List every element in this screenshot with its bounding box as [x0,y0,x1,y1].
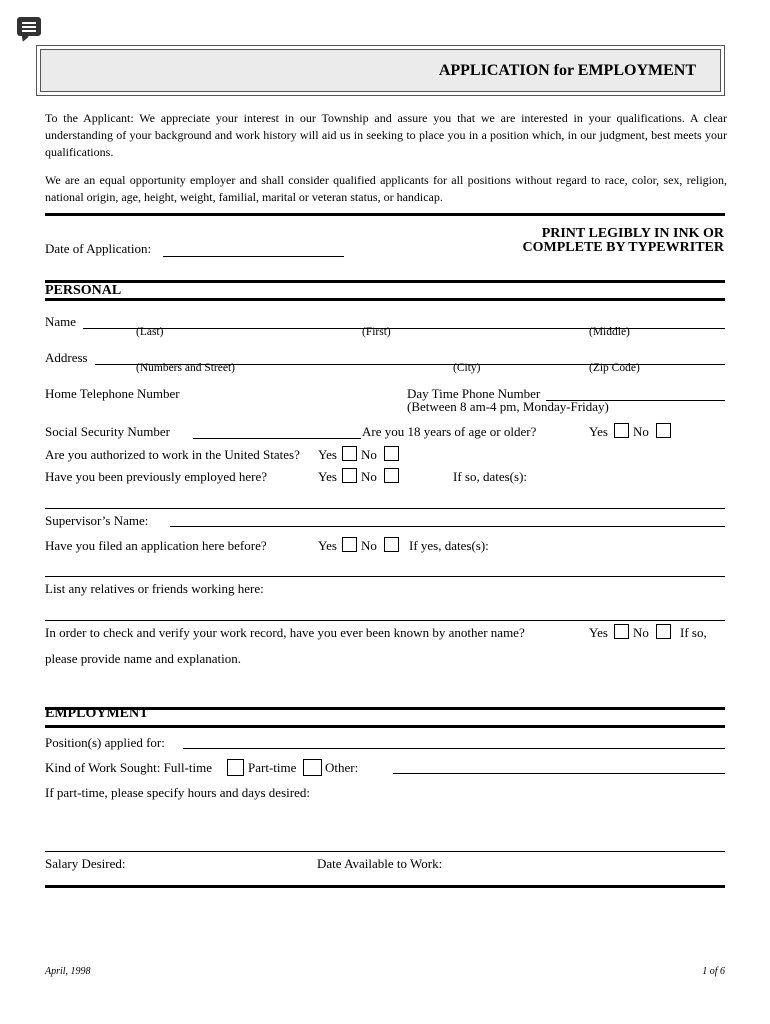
other-name-yes-checkbox[interactable] [614,624,629,639]
explanation-label: please provide name and explanation. [45,651,242,666]
other-name-no-checkbox[interactable] [656,624,671,639]
prev-employed-yes-checkbox[interactable] [342,468,357,483]
filed-dates-label: If yes, dates(s): [409,538,489,553]
filed-yes-checkbox[interactable] [342,537,357,552]
other-label: Other: [325,760,359,775]
authorized-question: Are you authorized to work in the United States? [45,447,300,462]
part-time-hours-label: If part-time, please specify hours and days desired: [45,785,310,800]
age-yes-checkbox[interactable] [614,423,629,438]
prev-employed-yes-label: Yes [318,469,337,484]
employment-heading: EMPLOYMENT [45,706,149,717]
personal-heading: PERSONAL [45,283,122,298]
day-phone-label: Day Time Phone Number [407,386,541,401]
print-legibly-note: PRINT LEGIBLY IN INK OR [541,226,724,241]
zip-caption: (Zip Code) [589,362,640,374]
last-name-caption: (Last) [136,326,164,338]
divider [45,885,725,888]
address-label: Address [45,350,88,365]
date-of-application-field[interactable] [163,256,344,257]
other-name-yes-label: Yes [589,625,608,640]
filed-before-question: Have you filed an application here before? [45,538,267,553]
hours-field[interactable] [45,851,725,852]
filed-no-checkbox[interactable] [384,537,399,552]
prev-employed-dates-label: If so, dates(s): [453,469,528,484]
first-name-caption: (First) [362,326,391,338]
part-time-checkbox[interactable] [303,759,322,776]
divider [45,213,725,216]
relatives-field[interactable] [45,620,725,621]
filed-yes-label: Yes [318,538,337,553]
intro-paragraph-2: We are an equal opportunity employer and shall consider qualified applicants for all positions without regard to race, color, sex, religion, national origin, age, height, weight, familial, marital or veteran status, or handicap. [45,173,727,204]
title-box [40,49,721,92]
street-caption: (Numbers and Street) [136,362,235,374]
authorized-yes-label: Yes [318,447,337,462]
ssn-label: Social Security Number [45,424,170,439]
filed-dates-field[interactable] [45,576,725,577]
full-time-checkbox[interactable] [227,759,244,776]
authorized-no-checkbox[interactable] [384,446,399,461]
other-name-if-so-label: If so, [680,625,707,640]
home-phone-label: Home Telephone Number [45,386,180,401]
prev-employed-no-label: No [361,469,377,484]
other-field[interactable] [393,773,725,774]
relatives-label: List any relatives or friends working here: [45,581,264,596]
name-label: Name [45,314,77,329]
age-yes-label: Yes [589,424,608,439]
intro-paragraph-1: To the Applicant: We appreciate your interest in our Township and assure you that we are interested in your qualifications. A clear understanding of your background and work history will aid us in seeking to place you in a position which, in our judgment, best meets your qualifications. [45,111,727,159]
previously-employed-question: Have you been previously employed here? [45,469,268,484]
date-of-application-label: Date of Application: [45,241,152,256]
salary-label: Salary Desired: [45,856,126,871]
age-no-label: No [633,424,649,439]
ssn-field[interactable] [193,438,361,439]
positions-label: Position(s) applied for: [45,735,165,750]
city-caption: (City) [453,362,481,374]
authorized-yes-checkbox[interactable] [342,446,357,461]
date-available-label: Date Available to Work: [317,856,443,871]
divider [45,725,725,728]
form-title: APPLICATION for EMPLOYMENT [438,62,696,79]
other-name-no-label: No [633,625,649,640]
supervisor-label: Supervisor’s Name: [45,513,149,528]
footer-date: April, 1998 [45,966,91,977]
chat-bubble-icon[interactable] [17,17,41,36]
age-no-checkbox[interactable] [656,423,671,438]
typewriter-note: COMPLETE BY TYPEWRITER [522,240,724,255]
authorized-no-label: No [361,447,377,462]
prev-employed-no-checkbox[interactable] [384,468,399,483]
divider [45,280,725,283]
page-number: 1 of 6 [702,966,725,977]
age-question: Are you 18 years of age or older? [362,424,537,439]
supervisor-field[interactable] [170,526,725,527]
prev-employed-dates-field[interactable] [45,508,725,509]
filed-no-label: No [361,538,377,553]
positions-field[interactable] [183,748,725,749]
day-phone-hours: (Between 8 am-4 pm, Monday-Friday) [407,399,609,414]
other-name-question: In order to check and verify your work record, have you ever been known by another name? [45,625,525,640]
kind-of-work-label: Kind of Work Sought: Full-time [45,760,212,775]
divider [45,298,725,301]
middle-name-caption: (Middle) [589,326,630,338]
part-time-label: Part-time [248,760,297,775]
